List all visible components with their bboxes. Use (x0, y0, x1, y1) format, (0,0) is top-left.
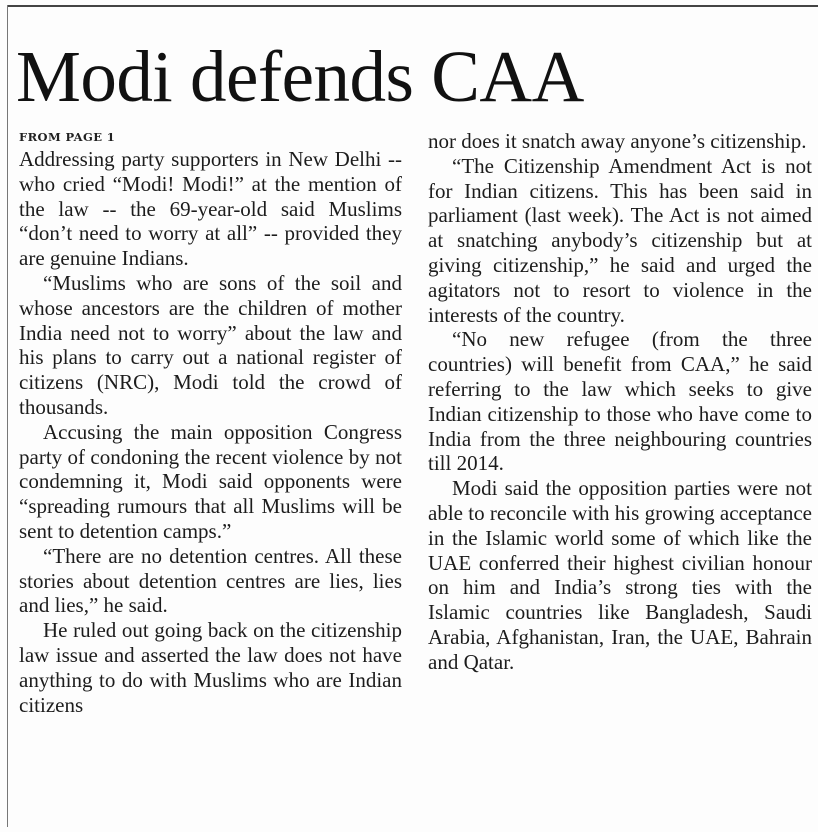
paragraph: He ruled out going back on the citizenship law issue and asserted the law does not have anything to do with Muslims who are Indian citizens (19, 618, 402, 717)
paragraph: “No new refugee (from the three countries) will benefit from CAA,” he said referring to the law which seeks to give Indian citizenship to those who have come to India from the three neighbouring countries till 2014. (428, 327, 812, 476)
headline: Modi defends CAA (16, 36, 584, 117)
article-column-right (428, 129, 812, 675)
paragraph: Accusing the main opposition Congress party of condoning the recent violence by not condemning it, Modi said opponents were “spreading rumours that all Muslims will be sent to detention camps.” (19, 419, 402, 543)
paragraph: “The Citizenship Amendment Act is not for Indian citizens. This has been said in parliament (last week). The Act is not aimed at snatching anybody’s citizenship but at giving citizenship,” he said and urged the agitators not to resort to violence in the interests of the country. (428, 153, 812, 327)
paragraph: Addressing party supporters in New Delhi -- who cried “Modi! Modi!” at the mention of the law -- the 69-year-old said Muslims “don’t need to worry at all” -- provided they are genuine Indians. (19, 147, 402, 271)
top-rule (8, 5, 818, 7)
article-column-left (19, 129, 402, 717)
paragraph: Modi said the opposition parties were not able to reconcile with his growing acceptance in the Islamic world some of which like the UAE conferred their highest civilian honour on him and India’s strong ties with the Islamic countries like Bangladesh, Saudi Arabia, Afghanistan, Iran, the UAE, Bahrain and Qatar. (428, 476, 812, 674)
paragraph: nor does it snatch away anyone’s citizenship. (428, 129, 807, 153)
paragraph: “There are no detention centres. All these stories about detention centres are lies, lies and lies,” he said. (19, 543, 402, 618)
left-rule (7, 5, 8, 827)
dateline: FROM PAGE 1 (19, 130, 116, 144)
paragraph: “Muslims who are sons of the soil and whose ancestors are the children of mother India need not to worry” about the law and his plans to carry out a national register of citizens (NRC), Modi told the crowd of thousands. (19, 270, 402, 419)
